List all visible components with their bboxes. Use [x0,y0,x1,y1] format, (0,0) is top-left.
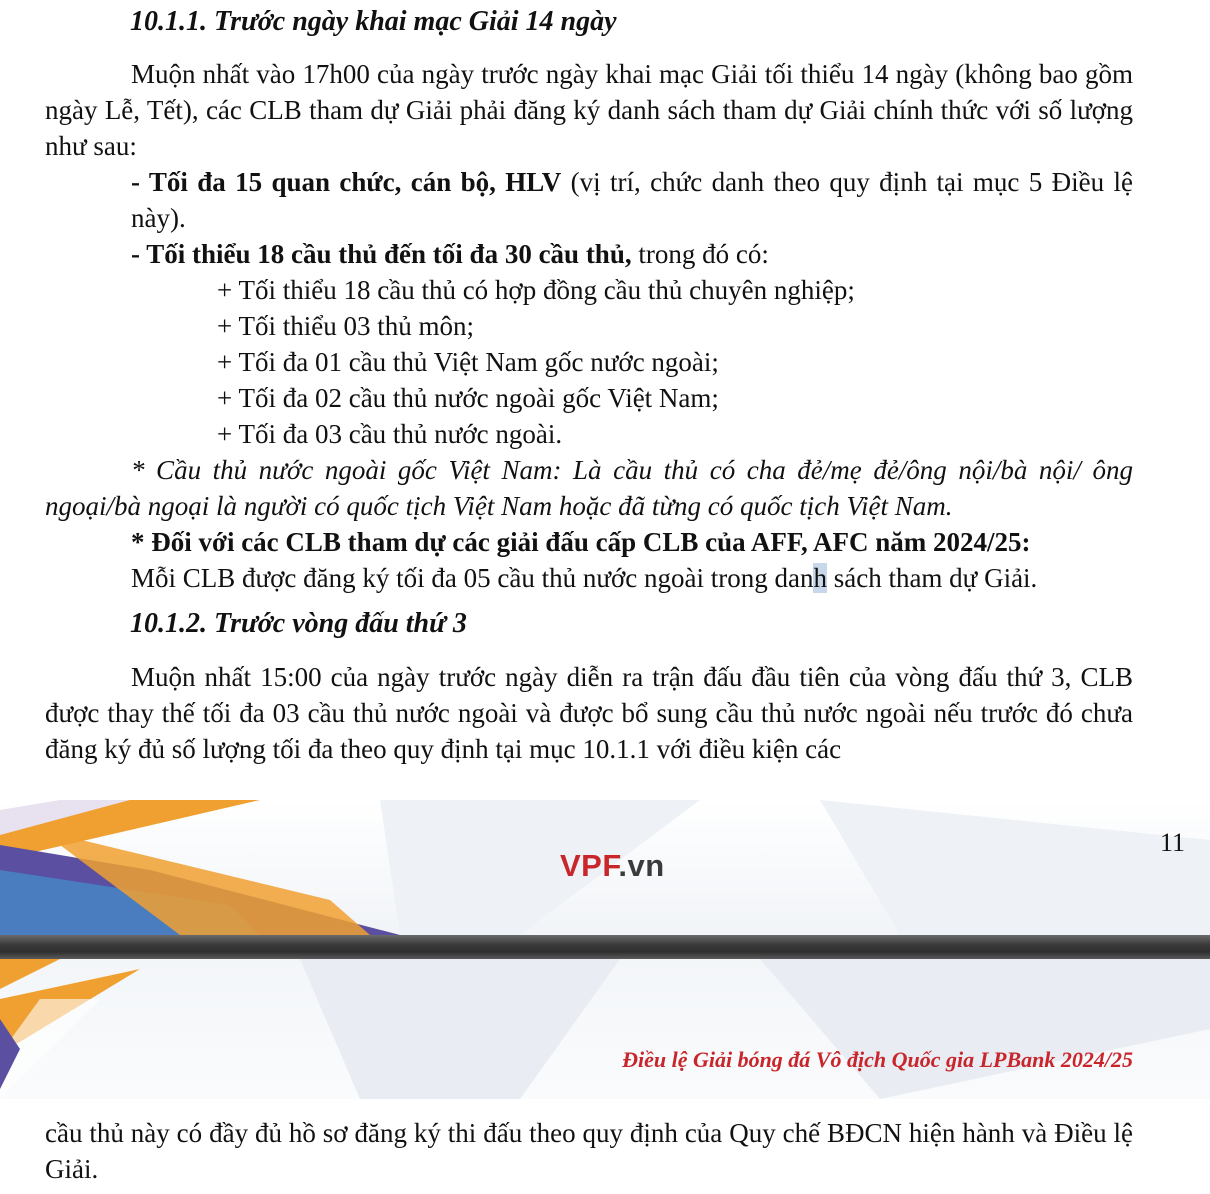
sub-item: + Tối đa 03 cầu thủ nước ngoài. [217,419,563,449]
page-number: 11 [1159,828,1185,857]
note-aff-afc-text-a: Mỗi CLB được đăng ký tối đa 05 cầu thủ nước ngoài trong dan [131,563,814,593]
page-body-2 [45,659,1133,767]
list-item-officials-bold: - Tối đa 15 quan chức, cán bộ, HLV [131,167,562,197]
document-page-12 [0,959,1210,1194]
list-item-players [45,236,1133,272]
list-item-players-bold: - Tối thiểu 18 cầu thủ đến tối đa 30 cầu thủ, [131,239,632,269]
page-body-continued [45,1115,1133,1187]
orange-corner-shape [0,959,60,989]
paragraph-continuation: cầu thủ này có đầy đủ hồ sơ đăng ký thi đấu theo quy định của Quy chế BĐCN hiện hành và Điều lệ Giải. [45,1118,1133,1184]
section-heading-10-1-1: 10.1.1. Trước ngày khai mạc Giải 14 ngày [130,6,617,37]
page-body [45,56,1133,596]
sub-item: + Tối thiểu 03 thủ môn; [217,311,474,341]
grey-facet-shape-right [820,800,1210,935]
paragraph-registration-deadline: Muộn nhất vào 17h00 của ngày trước ngày khai mạc Giải tối thiểu 14 ngày (không bao gồm ngày Lễ, Tết), các CLB tham dự Giải phải đăng ký danh sách tham dự Giải chính thức với số lượng như sau: [45,59,1133,161]
page-header [0,959,1210,1099]
header-decoration-graphic [0,959,1210,1099]
list-item-players-rest: trong đó có: [631,239,769,269]
text-selection-highlight[interactable]: h [813,563,827,593]
sub-item: + Tối đa 02 cầu thủ nước ngoài gốc Việt Nam; [217,383,719,413]
vpf-logo-main: VPF [560,848,619,883]
grey-facet-shape-right [760,959,1210,1099]
note-aff-afc-text [45,560,1133,596]
page-separator [0,935,1210,959]
grey-facet-shape [300,959,620,1099]
list-item-officials [45,164,1133,236]
list-item-officials-rest: (vị trí, chức danh theo quy định tại mục 5 Điều lệ này). [131,167,1133,233]
sub-item: + Tối thiểu 18 cầu thủ có hợp đồng cầu thủ chuyên nghiệp; [217,275,855,305]
section-heading-10-1-2: 10.1.2. Trước vòng đấu thứ 3 [130,608,467,639]
sub-item: + Tối đa 01 cầu thủ Việt Nam gốc nước ngoài; [217,347,719,377]
vpf-logo [560,848,665,884]
paragraph-third-round: Muộn nhất 15:00 của ngày trước ngày diễn ra trận đấu đầu tiên của vòng đấu thứ 3, CLB được thay thế tối đa 03 cầu thủ nước ngoài và được bổ sung cầu thủ nước ngoài nếu trước đó chưa đăng ký đủ số lượng tối đa theo quy định tại mục 10.1.1 với điều kiện các [45,662,1133,764]
note-definition: * Cầu thủ nước ngoài gốc Việt Nam: Là cầu thủ có cha đẻ/mẹ đẻ/ông nội/bà nội/ ông ngoại/bà ngoại là người có quốc tịch Việt Nam hoặc đã từng có quốc tịch Việt Nam. [45,455,1133,521]
note-aff-afc-heading: * Đối với các CLB tham dự các giải đấu cấp CLB của AFF, AFC năm 2024/25: [131,527,1031,557]
vpf-logo-suffix: .vn [618,848,665,883]
document-title: Điều lệ Giải bóng đá Vô địch Quốc gia LPBank 2024/25 [622,1047,1133,1072]
note-aff-afc-text-b: sách tham dự Giải. [826,563,1038,593]
